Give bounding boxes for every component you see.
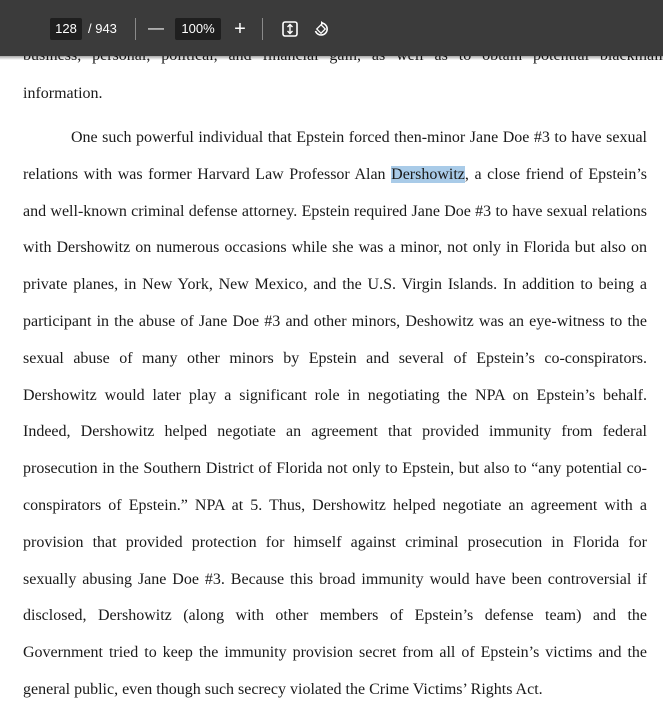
toolbar-divider — [135, 18, 136, 40]
fit-page-icon — [278, 20, 302, 38]
zoom-in-button[interactable]: + — [234, 18, 246, 40]
current-page-input[interactable]: 128 — [50, 18, 82, 40]
body-paragraph — [23, 120, 647, 701]
first-text-line: information. — [23, 85, 103, 102]
page-total-label: / 943 — [88, 21, 117, 36]
fit-page-button[interactable] — [278, 16, 302, 42]
paragraph-text-before: One such powerful individual that Epstein forced then-minor Jane Doe #3 to have sexual relations with was former Harvard Law Professor Alan — [23, 129, 647, 183]
toolbar-divider — [262, 18, 263, 40]
highlighted-search-term: Dershowitz — [391, 165, 465, 183]
paragraph-text-after: , a close friend of Epstein’s and well-known criminal defense attorney. Epstein required Jane Doe #3 to have sexual relations with Dershowitz on numerous occasions while she was a minor, not only in Florida but also on private planes, in New York, New Mexico, and the U.S. Virgin Islands. In addition to being a participant in the abuse of Jane Doe #3 and other minors, Deshowitz was an eye-witness to the sexual abuse of many other minors by Epstein and several of Epstein’s co-conspirators. Dershowitz would later play a significant role in negotiating the NPA on Epstein’s behalf. Indeed, Dershowitz helped negotiate an agreement that provided immunity from federal prosecution in the Southern District of Florida not only to Epstein, but also to “any potential co-conspirators of Epstein.” NPA at 5. Thus, Dershowitz helped negotiate an agreement with a provision that provided protection for himself against criminal prosecution in Florida for sexually abusing Jane Doe #3. Because this broad immunity would have been controversial if disclosed, Dershowitz (along with other members of Epstein’s defense team) and the Government tried to keep the immunity provision secret from all of Epstein’s victims and the general public, even though such secrecy violated the Crime Victims’ Rights Act. — [23, 165, 648, 698]
pdf-toolbar — [0, 0, 663, 56]
zoom-level-input[interactable]: 100% — [175, 18, 221, 40]
rotate-icon — [309, 20, 333, 38]
zoom-out-button[interactable]: — — [148, 20, 164, 37]
toolbar-shadow — [0, 56, 663, 60]
rotate-button[interactable] — [309, 16, 333, 42]
